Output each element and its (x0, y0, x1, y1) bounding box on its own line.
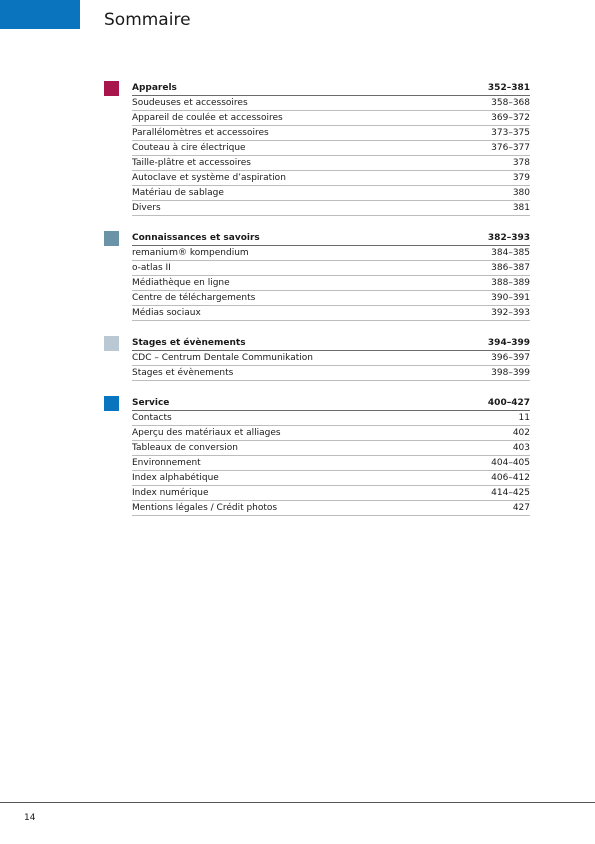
entry-pages: 403 (512, 443, 530, 453)
toc-entry[interactable] (132, 246, 530, 261)
toc-entry[interactable] (132, 441, 530, 456)
entry-pages: 376–377 (491, 143, 530, 153)
toc-entry[interactable] (132, 291, 530, 306)
toc-entry[interactable] (132, 126, 530, 141)
section-heading[interactable] (132, 230, 530, 246)
toc-entry[interactable] (132, 111, 530, 126)
entry-pages: 369–372 (491, 113, 530, 123)
entry-label: Taille-plâtre et accessoires (132, 158, 251, 168)
section-title: Connaissances et savoirs (132, 233, 260, 243)
section-heading[interactable] (132, 335, 530, 351)
section-page-range: 382–393 (487, 233, 530, 243)
section-page-range: 394–399 (487, 338, 530, 348)
entry-label: Mentions légales / Crédit photos (132, 503, 278, 513)
toc-entry[interactable] (132, 426, 530, 441)
entry-pages: 380 (512, 188, 530, 198)
entry-label: Couteau à cire électrique (132, 143, 246, 153)
entry-pages: 392–393 (491, 308, 530, 318)
entry-pages: 390–391 (491, 293, 530, 303)
entry-pages: 378 (512, 158, 530, 168)
section-color-square (104, 396, 119, 411)
toc-entry[interactable] (132, 306, 530, 321)
entry-label: Médiathèque en ligne (132, 278, 230, 288)
page-number: 14 (24, 813, 36, 823)
section-heading[interactable] (132, 395, 530, 411)
toc-section (104, 80, 530, 216)
section-title: Service (132, 398, 170, 408)
entry-pages: 398–399 (491, 368, 530, 378)
toc-entry[interactable] (132, 201, 530, 216)
entry-pages: 396–397 (491, 353, 530, 363)
entry-label: Centre de téléchargements (132, 293, 256, 303)
section-page-range: 352–381 (487, 83, 530, 93)
section-title: Stages et évènements (132, 338, 246, 348)
entry-pages: 427 (512, 503, 530, 513)
entry-label: Aperçu des matériaux et alliages (132, 428, 281, 438)
footer-divider (0, 802, 595, 803)
entry-label: Médias sociaux (132, 308, 201, 318)
entry-label: Autoclave et système d’aspiration (132, 173, 286, 183)
entry-pages: 406–412 (491, 473, 530, 483)
entry-label: Index alphabétique (132, 473, 219, 483)
toc-entry[interactable] (132, 486, 530, 501)
toc-entry[interactable] (132, 411, 530, 426)
entry-pages: 404–405 (491, 458, 530, 468)
entry-label: Index numérique (132, 488, 209, 498)
entry-pages: 414–425 (491, 488, 530, 498)
entry-pages: 402 (512, 428, 530, 438)
entry-label: Tableaux de conversion (132, 443, 238, 453)
toc-entry[interactable] (132, 186, 530, 201)
entry-pages: 381 (512, 203, 530, 213)
entry-label: remanium® kompendium (132, 248, 249, 258)
toc-entry[interactable] (132, 141, 530, 156)
entry-label: Appareil de coulée et accessoires (132, 113, 283, 123)
toc-entry[interactable] (132, 471, 530, 486)
section-color-square (104, 81, 119, 96)
toc-section (104, 335, 530, 381)
section-color-square (104, 231, 119, 246)
entry-label: CDC – Centrum Dentale Communikation (132, 353, 313, 363)
toc-entry[interactable] (132, 456, 530, 471)
page-title: Sommaire (104, 10, 191, 30)
header-color-block (0, 0, 80, 29)
toc-entry[interactable] (132, 96, 530, 111)
entry-label: Stages et évènements (132, 368, 234, 378)
toc-entry[interactable] (132, 366, 530, 381)
toc-entry[interactable] (132, 171, 530, 186)
toc-section (104, 230, 530, 321)
section-page-range: 400–427 (487, 398, 530, 408)
section-heading[interactable] (132, 80, 530, 96)
entry-label: Parallélomètres et accessoires (132, 128, 269, 138)
entry-pages: 384–385 (491, 248, 530, 258)
entry-pages: 379 (512, 173, 530, 183)
entry-pages: 373–375 (491, 128, 530, 138)
entry-label: Divers (132, 203, 161, 213)
toc-entry[interactable] (132, 156, 530, 171)
toc-entry[interactable] (132, 276, 530, 291)
toc-section (104, 395, 530, 516)
toc-entry[interactable] (132, 351, 530, 366)
entry-pages: 358–368 (491, 98, 530, 108)
entry-label: Matériau de sablage (132, 188, 224, 198)
toc-entry[interactable] (132, 261, 530, 276)
entry-pages: 388–389 (491, 278, 530, 288)
entry-pages: 386–387 (491, 263, 530, 273)
section-color-square (104, 336, 119, 351)
entry-label: Contacts (132, 413, 172, 423)
entry-pages: 11 (518, 413, 530, 423)
toc-entry[interactable] (132, 501, 530, 516)
section-title: Apparels (132, 83, 177, 93)
entry-label: Environnement (132, 458, 201, 468)
entry-label: o-atlas II (132, 263, 171, 273)
table-of-contents (104, 80, 530, 530)
entry-label: Soudeuses et accessoires (132, 98, 248, 108)
